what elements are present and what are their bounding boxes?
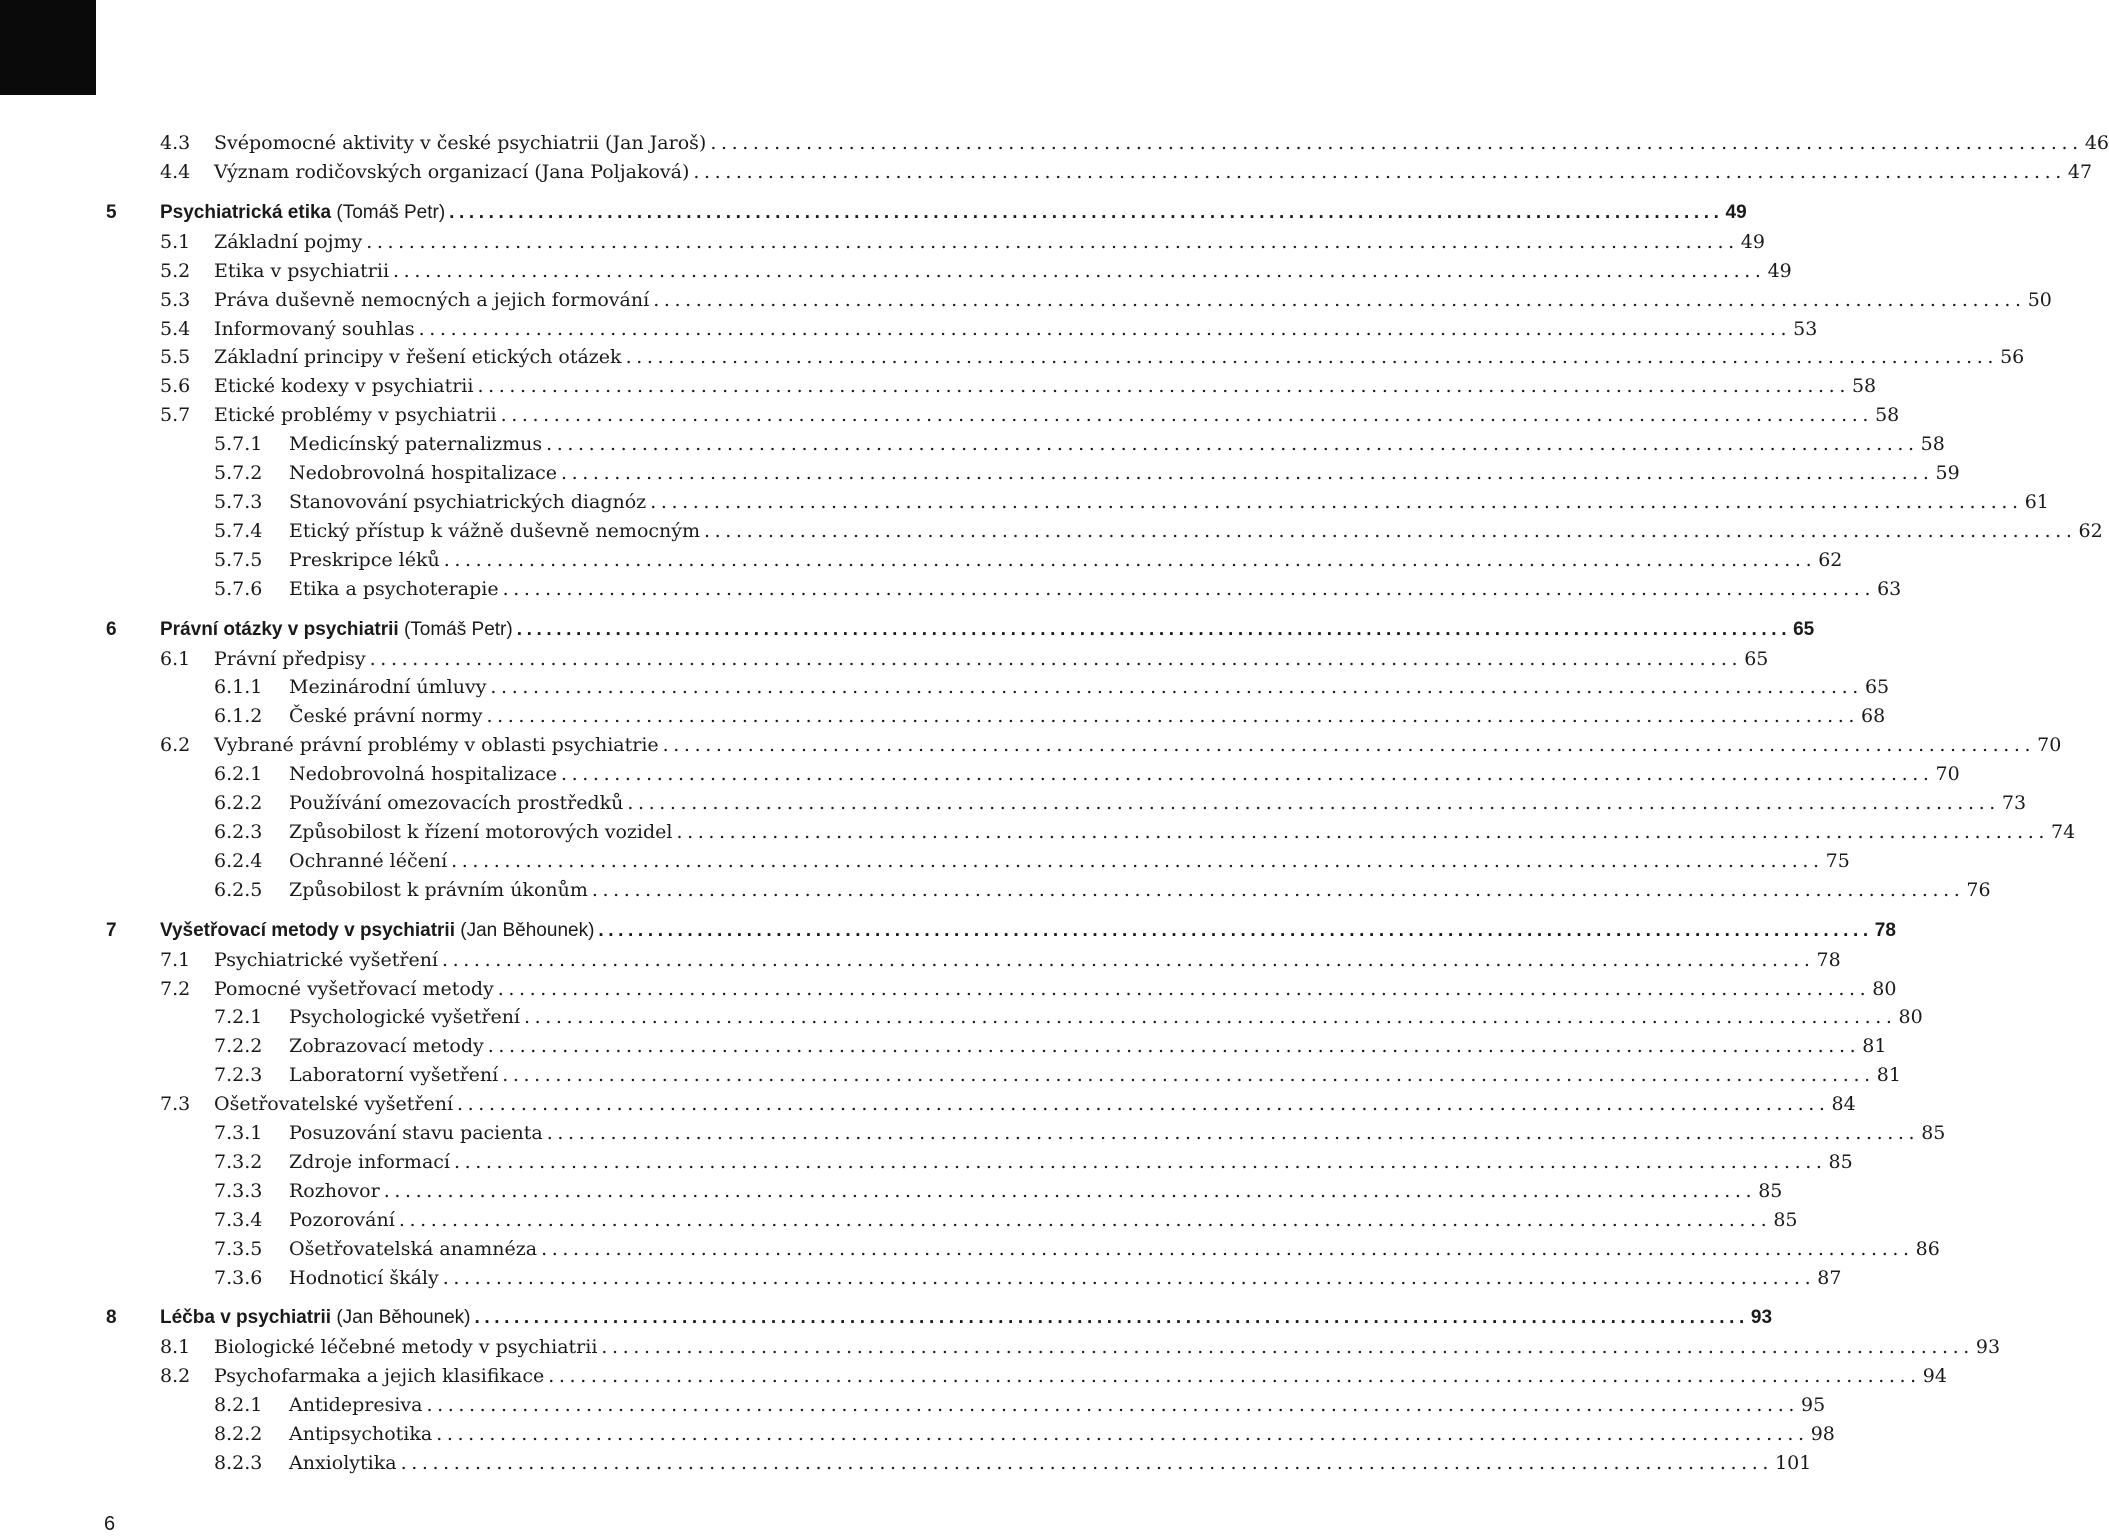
entry-page-number: 93	[1750, 1307, 1773, 1329]
entry-title	[289, 1149, 450, 1175]
toc-entry[interactable]	[0, 790, 2027, 816]
toc-entry[interactable]	[0, 229, 1765, 255]
entry-title	[214, 159, 689, 185]
entry-title	[214, 976, 494, 1002]
dot-leader: .................................................................................................................................	[449, 201, 1724, 223]
toc-entry[interactable]	[0, 703, 1886, 729]
dot-leader: .................................................................................................................................	[561, 462, 1934, 484]
chapter-number: 6	[106, 618, 117, 640]
entry-title	[289, 1265, 439, 1291]
entry-title-text: Posuzování stavu pacienta	[289, 1122, 543, 1144]
entry-page-number: 73	[2001, 792, 2027, 814]
section-number: 7.3.4	[214, 1208, 263, 1231]
entry-title-text: Vybrané právní problémy v oblasti psychiatrie	[214, 734, 659, 757]
section-number: 5.6	[160, 375, 191, 398]
entry-title-text: Právní předpisy	[214, 647, 366, 670]
toc-entry[interactable]	[0, 159, 2093, 185]
dot-leader: .................................................................................................................................	[627, 792, 2000, 814]
section-number: 7.3.1	[214, 1122, 263, 1144]
toc-entry[interactable]	[0, 489, 2049, 515]
entry-page-number: 75	[1825, 849, 1850, 872]
dot-leader: .................................................................................................................................	[546, 433, 1919, 456]
entry-title-text: Práva duševně nemocných a jejich formování	[214, 288, 650, 311]
entry-page-number: 56	[2000, 346, 2025, 369]
entry-title-text: Svépomocné aktivity v české psychiatrii	[214, 132, 599, 154]
toc-entry[interactable]	[0, 460, 1960, 486]
entry-title	[289, 1392, 422, 1418]
section-number: 5.4	[160, 317, 191, 340]
entry-title-text: Význam rodičovských organizací	[214, 160, 529, 183]
dot-leader: .................................................................................................................................	[591, 878, 1965, 901]
entry-title	[289, 1421, 432, 1447]
toc-entry[interactable]	[0, 732, 2062, 758]
entry-title-text: Nedobrovolná hospitalizace	[289, 462, 558, 484]
entry-title-text: Vyšetřovací metody v psychiatrii	[160, 919, 455, 941]
entry-title-text: Základní pojmy	[214, 230, 363, 253]
chapter-number: 7	[106, 919, 117, 941]
entry-title-text: Psychofarmaka a jejich klasifikace	[214, 1365, 545, 1388]
entry-page-number: 81	[1876, 1064, 1901, 1087]
toc-entry[interactable]	[0, 576, 1902, 602]
entry-title-text: Používání omezovacích prostředků	[289, 792, 624, 814]
dot-leader: .................................................................................................................................	[398, 1208, 1772, 1231]
entry-page-number: 101	[1775, 1452, 1812, 1474]
entry-page-number: 95	[1800, 1394, 1826, 1417]
entry-title-text: Psychiatrická etika	[160, 201, 332, 223]
entry-title	[160, 200, 445, 226]
dot-leader: .................................................................................................................................	[457, 1093, 1830, 1116]
entry-title	[214, 732, 659, 758]
dot-leader: .................................................................................................................................	[650, 490, 2023, 513]
dot-leader: .................................................................................................................................	[546, 1122, 1920, 1144]
entry-title-text: Informovaný souhlas	[214, 317, 415, 340]
entry-title	[289, 1120, 543, 1146]
dot-leader: .................................................................................................................................	[490, 676, 1863, 699]
toc-entry[interactable]	[0, 976, 1897, 1002]
entry-page-number: 78	[1874, 919, 1896, 941]
entry-title	[289, 431, 542, 457]
entry-title	[214, 373, 473, 399]
section-number: 8.2	[160, 1365, 191, 1388]
toc-entry[interactable]	[0, 258, 1792, 284]
entry-title	[214, 287, 649, 313]
entry-title-text: Etické kodexy v psychiatrii	[214, 375, 474, 398]
entry-title	[160, 918, 594, 944]
section-number: 5.7	[160, 404, 191, 427]
section-number: 4.3	[160, 132, 191, 154]
dot-leader: .................................................................................................................................	[653, 288, 2026, 311]
toc-entry[interactable]	[0, 1062, 1901, 1088]
toc-entry[interactable]	[0, 402, 1900, 428]
entry-title-text: Způsobilost k právním úkonům	[289, 878, 588, 901]
entry-title	[289, 848, 447, 874]
dot-leader: .................................................................................................................................	[393, 259, 1766, 282]
dot-leader: .................................................................................................................................	[442, 948, 1815, 971]
entry-title	[289, 1450, 397, 1476]
dot-leader: .................................................................................................................................	[442, 1266, 1816, 1289]
toc-entry[interactable]	[0, 1207, 1798, 1233]
dot-leader: .................................................................................................................................	[369, 647, 1743, 670]
entry-author: (Jan Běhounek)	[336, 1307, 471, 1329]
dot-leader: .................................................................................................................................	[486, 705, 1860, 728]
entry-page-number: 58	[1851, 375, 1877, 398]
entry-title	[214, 258, 389, 284]
toc-entry[interactable]	[0, 1334, 2001, 1360]
entry-title	[289, 1004, 520, 1030]
toc-entry[interactable]	[0, 518, 2103, 544]
toc-entry[interactable]	[0, 130, 2109, 156]
toc-entry[interactable]	[0, 1149, 1853, 1175]
entry-title-text: Hodnoticí škály	[289, 1266, 439, 1289]
entry-page-number: 65	[1793, 618, 1815, 640]
entry-title-text: Ošetřovatelská anamnéza	[289, 1237, 538, 1260]
dot-leader: .................................................................................................................................	[710, 132, 2083, 154]
section-number: 5.1	[160, 230, 191, 253]
entry-title	[214, 229, 362, 255]
section-number: 7.2.2	[214, 1035, 263, 1058]
entry-title-text: Pozorování	[289, 1208, 395, 1231]
toc-entry[interactable]	[0, 646, 1769, 672]
section-number: 7.2	[160, 977, 191, 1000]
dot-leader: .................................................................................................................................	[561, 763, 1934, 786]
entry-title	[289, 576, 499, 602]
dot-leader: .................................................................................................................................	[474, 1307, 1749, 1329]
toc-entry[interactable]	[0, 1421, 1835, 1447]
dot-leader: .................................................................................................................................	[516, 618, 1792, 640]
section-number: 6.1.1	[214, 676, 263, 699]
dot-leader: .................................................................................................................................	[524, 1006, 1897, 1029]
dot-leader: .................................................................................................................................	[598, 919, 1873, 941]
dot-leader: .................................................................................................................................	[601, 1336, 1974, 1359]
entry-title-text: Ošetřovatelské vyšetření	[214, 1093, 454, 1116]
toc-entry[interactable]	[0, 1091, 1856, 1117]
section-number: 7.1	[160, 948, 191, 971]
entry-title-text: Ochranné léčení	[289, 849, 448, 872]
section-number: 6.2.4	[214, 849, 263, 872]
entry-page-number: 76	[1966, 878, 1991, 901]
toc-entry[interactable]	[0, 877, 1991, 903]
entry-page-number: 70	[1935, 763, 1960, 786]
toc-entry[interactable]	[0, 1120, 1946, 1146]
toc-entry[interactable]	[0, 1178, 1783, 1204]
dot-leader: .................................................................................................................................	[502, 1064, 1875, 1087]
entry-page-number: 84	[1831, 1093, 1856, 1116]
entry-author: (Tomáš Petr)	[336, 201, 446, 223]
section-number: 5.7.2	[214, 462, 263, 484]
section-number: 7.3.3	[214, 1179, 263, 1202]
section-number: 6.2	[160, 734, 191, 757]
entry-title	[214, 1334, 597, 1360]
toc-entry[interactable]	[0, 344, 2025, 370]
entry-page-number: 85	[1828, 1150, 1853, 1173]
entry-title	[214, 1363, 544, 1389]
section-number: 5.7.3	[214, 490, 263, 513]
entry-page-number: 68	[1861, 705, 1886, 728]
toc-entry[interactable]	[0, 1363, 1947, 1389]
section-number: 8.2.2	[214, 1423, 263, 1446]
entry-title-text: České právní normy	[289, 705, 483, 728]
entry-page-number: 62	[2078, 519, 2103, 542]
entry-title-text: Etické problémy v psychiatrii	[214, 404, 497, 427]
section-number: 6.2.3	[214, 820, 263, 843]
chapter-number: 5	[106, 201, 117, 223]
entry-title	[289, 1062, 498, 1088]
entry-title-text: Rozhovor	[289, 1179, 380, 1202]
toc-entry[interactable]	[0, 547, 1843, 573]
entry-page-number: 49	[1725, 201, 1747, 223]
section-number: 5.7.4	[214, 519, 263, 542]
entry-page-number: 53	[1793, 317, 1818, 340]
entry-page-number: 78	[1816, 948, 1841, 971]
entry-title	[289, 877, 588, 903]
entry-title	[289, 703, 483, 729]
entry-title	[289, 1033, 484, 1059]
entry-title	[214, 316, 415, 342]
dot-leader: .................................................................................................................................	[451, 849, 1824, 872]
entry-title-text: Laboratorní vyšetření	[289, 1064, 499, 1087]
entry-title-text: Etika a psychoterapie	[289, 577, 499, 600]
entry-title-text: Preskripce léků	[289, 548, 440, 571]
entry-title	[289, 1178, 380, 1204]
section-number: 8.1	[160, 1336, 191, 1359]
dot-leader: .................................................................................................................................	[426, 1394, 1799, 1417]
entry-title	[214, 646, 366, 672]
entry-author: (Jan Běhounek)	[460, 919, 595, 941]
entry-title-text: Nedobrovolná hospitalizace	[289, 763, 558, 786]
section-number: 5.7.1	[214, 433, 263, 456]
entry-title-text: Pomocné vyšetřovací metody	[214, 977, 494, 1000]
entry-page-number: 87	[1817, 1266, 1842, 1289]
entry-title-text: Antidepresiva	[289, 1394, 423, 1417]
section-number: 7.3.2	[214, 1150, 263, 1173]
section-number: 7.2.1	[214, 1006, 263, 1029]
toc-entry[interactable]	[0, 1450, 1812, 1476]
entry-title	[289, 1236, 537, 1262]
entry-title	[160, 1305, 471, 1331]
entry-page-number: 58	[1920, 433, 1945, 456]
toc-entry[interactable]	[0, 819, 2076, 845]
entry-title	[214, 402, 497, 428]
entry-title-text: Psychologické vyšetření	[289, 1006, 521, 1029]
entry-title-text: Medicínský paternalizmus	[289, 433, 543, 456]
entry-page-number: 86	[1915, 1237, 1940, 1260]
toc-entry[interactable]	[0, 1236, 1940, 1262]
entry-page-number: 85	[1921, 1122, 1946, 1144]
dot-leader: .................................................................................................................................	[497, 977, 1871, 1000]
entry-page-number: 70	[2037, 734, 2062, 757]
entry-title	[289, 761, 557, 787]
entry-author: (Jan Jaroš)	[605, 132, 707, 154]
entry-title	[289, 674, 486, 700]
dot-leader: .................................................................................................................................	[676, 820, 2049, 843]
toc-entry[interactable]	[0, 1392, 1826, 1418]
toc-entry[interactable]	[0, 1265, 1842, 1291]
section-number: 7.3	[160, 1093, 191, 1116]
entry-title	[160, 617, 513, 643]
dot-leader: .................................................................................................................................	[704, 519, 2077, 542]
entry-page-number: 94	[1922, 1365, 1947, 1388]
entry-page-number: 49	[1740, 230, 1765, 253]
entry-page-number: 80	[1898, 1006, 1923, 1029]
toc-entry[interactable]	[0, 947, 1841, 973]
entry-title-text: Antipsychotika	[289, 1423, 433, 1446]
entry-page-number: 65	[1864, 676, 1890, 699]
section-number: 6.1.2	[214, 705, 263, 728]
entry-title	[289, 1207, 395, 1233]
entry-page-number: 85	[1773, 1208, 1798, 1231]
entry-title-text: Způsobilost k řízení motorových vozidel	[289, 820, 673, 843]
dot-leader: .................................................................................................................................	[418, 317, 1792, 340]
entry-page-number: 59	[1935, 462, 1960, 484]
entry-page-number: 85	[1758, 1179, 1783, 1202]
dot-leader: .................................................................................................................................	[541, 1237, 1914, 1260]
page-number: 6	[104, 1513, 116, 1535]
entry-page-number: 49	[1767, 259, 1792, 282]
entry-title-text: Psychiatrické vyšetření	[214, 948, 439, 971]
entry-title	[289, 547, 440, 573]
toc-entry[interactable]	[0, 1004, 1923, 1030]
toc-entry[interactable]	[0, 674, 1890, 700]
entry-title	[289, 518, 700, 544]
section-number: 7.3.5	[214, 1237, 263, 1260]
dot-leader: .................................................................................................................................	[436, 1423, 1809, 1446]
section-number: 6.1	[160, 647, 191, 670]
toc-entry[interactable]	[0, 617, 1815, 643]
entry-page-number: 65	[1744, 647, 1769, 670]
entry-page-number: 62	[1818, 548, 1843, 571]
dot-leader: .................................................................................................................................	[500, 404, 1874, 427]
section-number: 6.2.2	[214, 792, 263, 814]
entry-title-text: Etický přístup k vážně duševně nemocným	[289, 519, 701, 542]
dot-leader: .................................................................................................................................	[477, 375, 1850, 398]
entry-title-text: Zdroje informací	[289, 1150, 450, 1173]
entry-page-number: 74	[2051, 820, 2076, 843]
section-number: 6.2.5	[214, 878, 263, 901]
entry-page-number: 98	[1810, 1423, 1835, 1446]
entry-title-text: Anxiolytika	[289, 1452, 397, 1474]
entry-author: (Tomáš Petr)	[403, 618, 513, 640]
toc-entry[interactable]	[0, 1033, 1887, 1059]
section-number: 5.7.5	[214, 548, 263, 571]
entry-title-text: Mezinárodní úmluvy	[289, 676, 487, 699]
entry-title	[214, 344, 622, 370]
section-number: 4.4	[160, 160, 191, 183]
dot-leader: .................................................................................................................................	[502, 577, 1876, 600]
entry-title-text: Biologické léčebné metody v psychiatrii	[214, 1336, 598, 1359]
entry-title	[214, 947, 438, 973]
section-number: 7.3.6	[214, 1266, 263, 1289]
dot-leader: .................................................................................................................................	[383, 1179, 1757, 1202]
toc-entry[interactable]	[0, 373, 1877, 399]
entry-title-text: Stanovování psychiatrických diagnóz	[289, 490, 647, 513]
dot-leader: .................................................................................................................................	[487, 1035, 1861, 1058]
section-number: 6.2.1	[214, 763, 263, 786]
dot-leader: .................................................................................................................................	[454, 1150, 1827, 1173]
toc-entry[interactable]	[0, 1305, 1773, 1331]
entry-title-text: Zobrazovací metody	[289, 1035, 484, 1058]
entry-title	[289, 489, 646, 515]
entry-title-text: Právní otázky v psychiatrii	[160, 618, 399, 640]
entry-page-number: 80	[1872, 977, 1897, 1000]
entry-title	[214, 130, 706, 156]
dot-leader: .................................................................................................................................	[662, 734, 2036, 757]
toc-entry[interactable]	[0, 287, 2052, 313]
section-number: 5.5	[160, 346, 191, 369]
toc-entry[interactable]	[0, 316, 1818, 342]
section-number: 5.2	[160, 259, 191, 282]
dot-leader: .................................................................................................................................	[625, 346, 1999, 369]
entry-page-number: 58	[1875, 404, 1900, 427]
section-number: 8.2.3	[214, 1452, 263, 1474]
toc-entry[interactable]	[0, 848, 1850, 874]
entry-page-number: 47	[2067, 160, 2093, 183]
toc-entry[interactable]	[0, 761, 1960, 787]
entry-title	[214, 1091, 453, 1117]
entry-page-number: 63	[1877, 577, 1902, 600]
section-number: 5.7.6	[214, 577, 263, 600]
corner-block	[0, 0, 96, 95]
dot-leader: .................................................................................................................................	[548, 1365, 1921, 1388]
dot-leader: .................................................................................................................................	[693, 160, 2066, 183]
dot-leader: .................................................................................................................................	[400, 1452, 1774, 1474]
entry-title	[289, 790, 623, 816]
toc-entry[interactable]	[0, 431, 1945, 457]
section-number: 7.2.3	[214, 1064, 263, 1087]
chapter-number: 8	[106, 1307, 117, 1329]
dot-leader: .................................................................................................................................	[443, 548, 1817, 571]
toc-entry[interactable]	[0, 200, 1747, 226]
entry-page-number: 61	[2024, 490, 2049, 513]
toc-entry[interactable]	[0, 918, 1896, 944]
entry-page-number: 81	[1862, 1035, 1887, 1058]
section-number: 5.3	[160, 288, 191, 311]
entry-page-number: 46	[2084, 132, 2109, 154]
entry-title	[289, 460, 557, 486]
entry-title-text: Základní principy v řešení etických otázek	[214, 346, 622, 369]
entry-title-text: Léčba v psychiatrii	[160, 1307, 332, 1329]
entry-page-number: 50	[2027, 288, 2052, 311]
section-number: 8.2.1	[214, 1394, 263, 1417]
entry-author: (Jana Poljaková)	[534, 160, 690, 183]
entry-page-number: 93	[1975, 1336, 2001, 1359]
entry-title-text: Etika v psychiatrii	[214, 259, 390, 282]
entry-title	[289, 819, 672, 845]
dot-leader: .................................................................................................................................	[366, 230, 1739, 253]
